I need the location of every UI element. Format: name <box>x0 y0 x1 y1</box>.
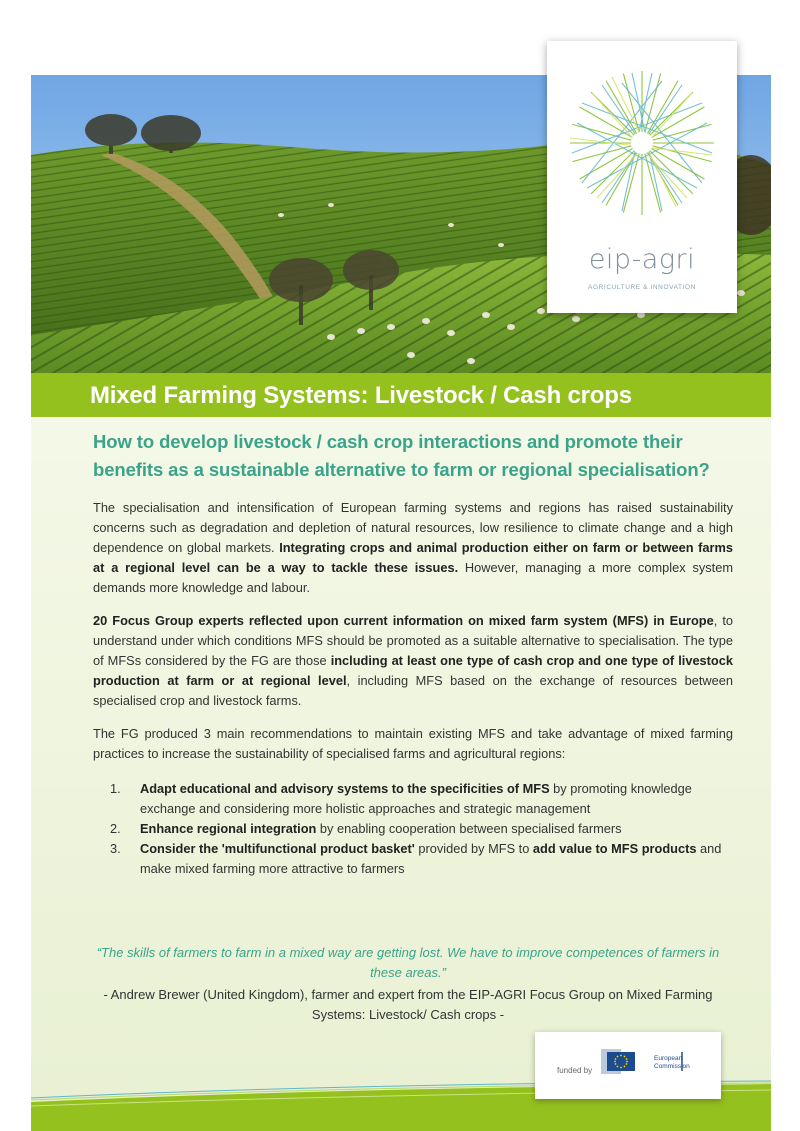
list-item <box>93 819 733 839</box>
list-number: 3. <box>110 841 121 856</box>
recommendations-intro: The FG produced 3 main recommendations to maintain existing MFS and take advantage of mixed farming practices to increase the sustainability of specialised farms and agricultural regions: <box>93 726 733 761</box>
ec-line-1: European <box>654 1055 683 1062</box>
intro-text-a: The specialisation and intensification of European farming systems and regions has raised sustainability concerns such as degradation and depletion of natural resources, low resilience to climate change and a high dependence on global markets. <box>93 500 733 555</box>
title-band <box>31 373 771 417</box>
rec-bold-2: add value to MFS products <box>532 841 697 856</box>
focus-group-paragraph <box>93 611 733 711</box>
logo-tagline: AGRICULTURE & INNOVATION <box>588 284 696 291</box>
starburst-logo-icon <box>563 61 721 236</box>
subtitle-question: How to develop livestock / cash crop interactions and promote their benefits as a sustainable alternative to farm or regional specialisation? <box>93 431 710 480</box>
list-item <box>93 779 733 819</box>
fg-text-b: , including MFS based on the exchange of resources between specialised crop and livestock farms. <box>93 673 733 708</box>
rec-bold: Adapt educational and advisory systems to the specificities of MFS <box>140 781 550 796</box>
eip-agri-logo-card <box>547 41 737 313</box>
recommendations-list <box>93 779 733 879</box>
intro-paragraph <box>93 498 733 598</box>
quote-attribution: - Andrew Brewer (United Kingdom), farmer and expert from the EIP-AGRI Focus Group on Mixed Farming Systems: Livestock/ Cash crops - <box>103 987 713 1022</box>
rec-text: by promoting knowledge exchange and considering more holistic approaches and strategic management <box>140 781 692 816</box>
intro-bold: Integrating crops and animal production either on farm or between farms at a regional level can be a way to tackle these issues. <box>93 540 734 575</box>
funded-by-box <box>535 1032 721 1099</box>
ec-line-2: Commission <box>654 1063 690 1070</box>
list-number: 1. <box>110 781 121 796</box>
rec-text: by enabling cooperation between specialised farmers <box>316 821 622 836</box>
main-content <box>93 428 733 879</box>
list-number: 2. <box>110 821 121 836</box>
rec-text-2: and make mixed farming more attractive to farmers <box>140 841 722 876</box>
page-title: Mixed Farming Systems: Livestock / Cash crops <box>90 382 632 409</box>
rec-bold: Enhance regional integration <box>140 821 317 836</box>
fg-bold-b: including at least one type of cash crop and one type of livestock production at farm or at regional level <box>93 653 733 688</box>
fg-bold-a: 20 Focus Group experts reflected upon current information on mixed farm system (MFS) in Europe <box>93 613 714 628</box>
logo-wordmark: eip-agri <box>588 244 696 275</box>
funded-by-label: funded by <box>557 1066 593 1075</box>
rec-bold: Consider the 'multifunctional product basket' <box>140 841 415 856</box>
rec-text: provided by MFS to <box>414 841 533 856</box>
european-commission-label <box>654 1055 690 1071</box>
intro-text-b: However, managing a more complex system demands more knowledge and labour. <box>93 560 733 595</box>
fg-text-a: , to understand under which conditions MFS should be promoted as a suitable alternative to specialisation. The type of MFSs considered by the FG are those <box>93 613 733 668</box>
list-item <box>93 839 733 879</box>
expert-quote: “The skills of farmers to farm in a mixed way are getting lost. We have to improve competences of farmers in these areas.” <box>96 945 720 980</box>
